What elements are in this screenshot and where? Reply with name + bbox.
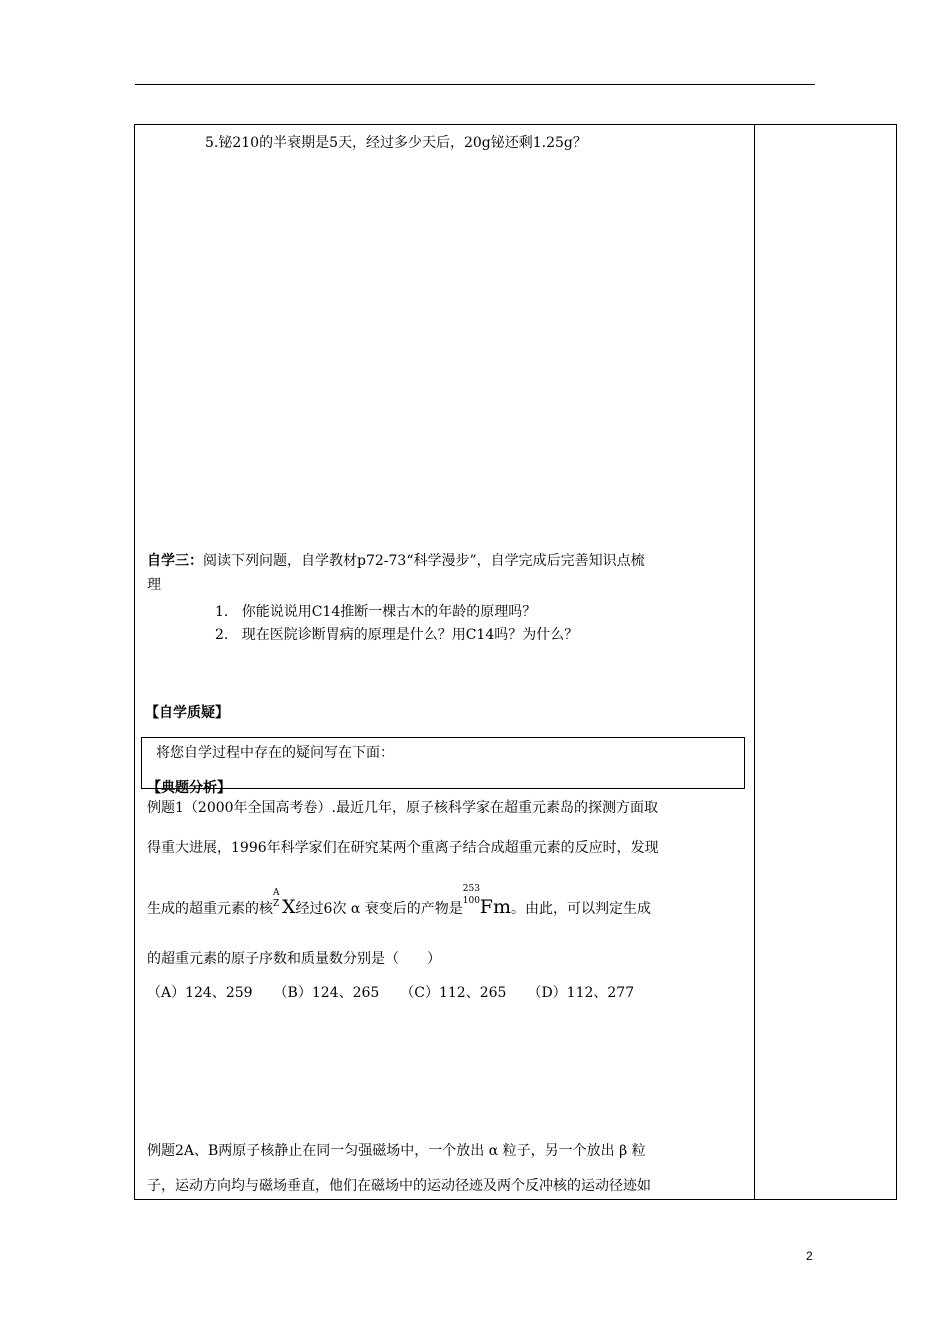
doubt-box[interactable] [141, 737, 745, 789]
nuclide-az-x: A Z X [273, 888, 296, 918]
list-item: 2. 现在医院诊断胃病的原理是什么？用C14吗？为什么？ [215, 627, 579, 643]
list-item: 1. 你能说说用C14推断一棵古木的年龄的原理吗？ [215, 604, 537, 620]
header-rule [135, 84, 815, 85]
self-study-3-line2: 理 [147, 577, 161, 593]
self-study-3-line1 [147, 551, 645, 571]
partial-heading: 【典题分析】 [147, 780, 231, 796]
example1-line2: 得重大进展，1996年科学家们在研究某两个重离子结合成超重元素的反应时，发现 [147, 840, 659, 856]
example2-line2: 子，运动方向均与磁场垂直，他们在磁场中的运动径迹及两个反冲核的运动径迹如 [147, 1178, 651, 1194]
question-5: 5.铋210的半衰期是5天，经过多少天后，20g铋还剩1.25g？ [205, 135, 587, 151]
example2-line1: 例题2A、B两原子核静止在同一匀强磁场中，一个放出 α 粒子，另一个放出 β 粒 [147, 1143, 646, 1159]
doubt-heading: 【自学质疑】 [145, 705, 229, 721]
example1-options: （A）124、259 （B）124、265 （C）112、265 （D）112、277 [147, 985, 635, 1001]
partial-heading-clip [147, 780, 237, 796]
example1-line4: 的超重元素的原子序数和质量数分别是（ ） [147, 951, 441, 967]
column-divider [754, 125, 755, 1199]
example1-line1: 例题1（2000年全国高考卷）.最近几年，原子核科学家在超重元素岛的探测方面取 [147, 800, 658, 816]
example1-line3: 生成的超重元素的核 A Z X经过6次 α 衰变后的产物是 253 100 Fm。由此，可以判定生成 [147, 893, 651, 923]
self-study-3-text: 阅读下列问题，自学教材p72-73“科学漫步”，自学完成后完善知识点梳 [203, 553, 645, 569]
doubt-box-prompt: 将您自学过程中存在的疑问写在下面： [156, 745, 394, 761]
nuclide-fm-253: 253 100 Fm [462, 884, 511, 918]
content-table [134, 124, 897, 1200]
page-number: 2 [806, 1249, 813, 1263]
self-study-3-label: 自学三： [147, 553, 203, 569]
